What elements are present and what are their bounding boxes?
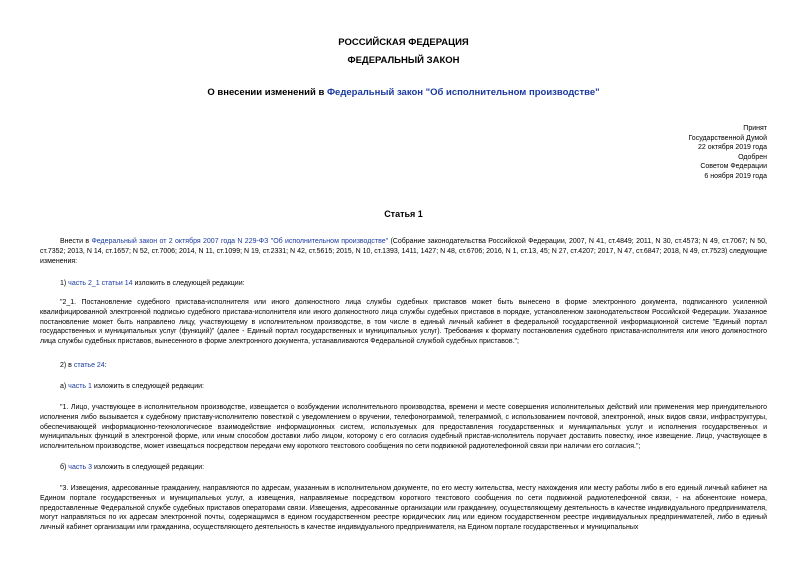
- item-2a-rest: изложить в следующей редакции:: [91, 383, 204, 390]
- law-title-prefix: О внесении изменений в: [207, 87, 327, 98]
- item-2-link[interactable]: статье 24: [73, 362, 105, 369]
- approval-line: Советом Федерации: [700, 163, 767, 171]
- quote-part-3: "3. Извещения, адресованные гражданину, направляются по адресам, указанным в исполнительном документе, по его месту жительства, месту нахождения или месту работы либо в его единый личный кабинет на Едином портале государственных и муниципальных услуг, а извещения, направляемые посредством короткого текстового сообщения по сети подвижной радиотелефонной связи, - на абонентские номера, предоставленные Федеральной службе судебных приставов операторами связи. Извещения, адресованные организации или гражданину, осуществляющему деятельность в качестве индивидуального предпринимателя, могут направляться по их адресам электронной почты, содержащимся в едином государственном реестре юридических лиц или едином государственном реестре индивидуальных предпринимателей, либо в единый личный кабинет организации или гражданина, осуществляющего деятельность в качестве индивидуального предпринимателя, на Едином портале государственных и муниципальных: [40, 485, 767, 532]
- item-1-link[interactable]: часть 2_1 статьи 14: [68, 280, 133, 287]
- adoption-line: 22 октября 2019 года: [698, 144, 767, 152]
- article-intro: [40, 237, 767, 266]
- item-1-prefix: 1): [60, 280, 69, 287]
- item-2b: [40, 463, 767, 473]
- adoption-line: Принят: [743, 125, 767, 132]
- law-title: [0, 87, 807, 98]
- country-heading: РОССИЙСКАЯ ФЕДЕРАЦИЯ: [338, 37, 469, 48]
- item-2a-prefix: а): [60, 383, 69, 390]
- item-2b-link[interactable]: часть 3: [68, 464, 93, 471]
- item-2a: [40, 382, 767, 392]
- quote-part-1: "1. Лицо, участвующее в исполнительном производстве, извещается о возбуждении исполнительного производства, времени и месте совершения исполнительных действий или применения мер принудительного исполнения либо вызывается к судебному приставу-исполнителю повесткой с уведомлением о вручении, телефонограммой, телеграммой, с использованием почтовой, электронной, иных видов связи, инфраструктуры, обеспечивающей информационно-технологическое взаимодействие информационных систем, используемых для предоставления государственных и муниципальных услуг и исполнения государственных и муниципальных функций в электронной форме, или иным способом доставки либо лицом, которому с его согласия судебный пристав-исполнитель поручает доставить повестку, иное извещение. Лицо, участвующее в исполнительном производстве, может извещаться посредством передачи ему короткого текстового сообщения по сети подвижной радиотелефонной связи при наличии его согласия.";: [40, 404, 767, 451]
- intro-prefix: Внести в: [60, 238, 92, 245]
- intro-rest: (Собрание законодательства Российской Федерации, 2007, N 41, ст.4849; 2011, N 30, ст.4573; N 49, ст.7067; N 50, ст.7352; 2013, N 14, ст.1657; N 52, ст.7006; 2014, N 11, ст.1099; N 19, ст.2331; N 42, ст.5615; 2015, N 10, ст.1393, 1411, 1427; N 48, ст.6706; 2016, N 1, ст.13, 45; N 27, ст.4207; 2017, N 47, ст.6847; 2018, N 49, ст.7523) следующие изменения:: [40, 238, 767, 265]
- approval-line: Одобрен: [738, 153, 767, 161]
- item-1: [40, 279, 767, 289]
- item-2-prefix: 2) в: [60, 362, 74, 369]
- article-heading: Статья 1: [384, 209, 423, 219]
- law-title-link[interactable]: Федеральный закон "Об исполнительном производстве": [326, 87, 600, 98]
- law-type-heading: ФЕДЕРАЛЬНЫЙ ЗАКОН: [347, 55, 460, 66]
- adoption-line: Государственной Думой: [688, 134, 767, 142]
- item-2a-link[interactable]: часть 1: [68, 383, 92, 390]
- item-2b-prefix: б): [60, 464, 69, 471]
- item-1-rest: изложить в следующей редакции:: [132, 280, 245, 287]
- approval-line: 6 ноября 2019 года: [704, 172, 767, 180]
- item-2b-rest: изложить в следующей редакции:: [92, 464, 205, 471]
- quote-part-2-1: "2_1. Постановление судебного пристава-исполнителя или иного должностного лица службы судебных приставов может быть вынесено в форме электронного документа, подписанного усиленной квалифицированной электронной подписью судебного пристава-исполнителя или иного должностного лица службы судебных приставов в порядке, установленном законодательством Российской Федерации. Указанное постановление может быть направлено лицу, участвующему в исполнительном производстве, в том числе в единый личный кабинет в федеральной государственной информационной системе "Единый портал государственных и муниципальных услуг (функций)" (далее - Единый портал государственных и муниципальных услуг). Требования к формату постановления судебного пристава-исполнителя или иного должностного лица службы судебных приставов, вынесенного в форме электронного документа, устанавливаются Федеральной службой судебных приставов.";: [40, 299, 767, 346]
- federal-law-link[interactable]: Федеральный закон от 2 октября 2007 года N 229-ФЗ "Об исполнительном производстве": [91, 238, 389, 245]
- item-2-rest: :: [104, 362, 107, 369]
- item-2: [40, 361, 767, 371]
- adoption-info: [688, 124, 767, 182]
